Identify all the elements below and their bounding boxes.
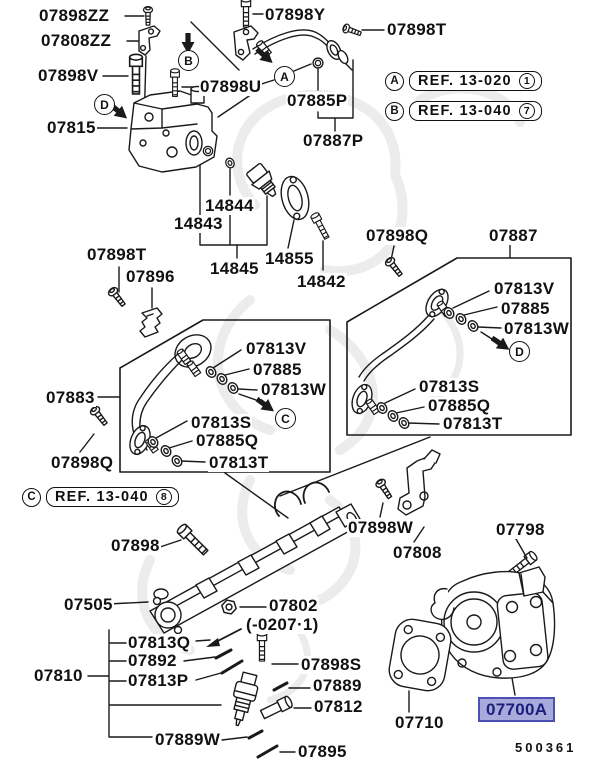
part-label-07898zz[interactable]: 07898ZZ: [39, 6, 110, 25]
screw-07898t-left-drawing: [107, 286, 128, 308]
part-label-07898w[interactable]: 07898W: [348, 518, 414, 537]
ref-box-c: [46, 487, 179, 507]
injector-drawing: [227, 671, 261, 728]
part-label-07885q-right[interactable]: 07885Q: [428, 396, 491, 415]
part-label-07898[interactable]: 07898: [111, 536, 160, 555]
ref-text-b: REF. 13-040: [418, 103, 512, 119]
part-label-07885q-left[interactable]: 07885Q: [196, 431, 259, 450]
part-label-07883[interactable]: 07883: [46, 388, 95, 407]
part-label-07802[interactable]: 07802: [269, 596, 318, 615]
part-label-07808[interactable]: 07808: [393, 543, 442, 562]
clip-07896-drawing: [140, 308, 162, 337]
part-label-07813v-right[interactable]: 07813V: [494, 279, 555, 298]
ref-text-a: REF. 13-020: [418, 73, 512, 89]
screw-07898q-right-drawing: [384, 256, 405, 278]
union-07802-drawing: [221, 599, 238, 614]
ref-callout-letter-a: A: [385, 72, 404, 91]
ref-callout-letter-b: B: [385, 102, 404, 121]
bolt-14842-drawing: [310, 212, 331, 241]
oring-07885p-drawing: [313, 58, 323, 68]
part-label-07700a-highlight[interactable]: [478, 697, 555, 722]
part-label-14842[interactable]: 14842: [297, 272, 346, 291]
ref-note-b: [385, 101, 542, 121]
solenoid-body-drawing: [129, 87, 217, 173]
part-label-07812[interactable]: 07812: [314, 697, 363, 716]
part-label-07898s[interactable]: 07898S: [301, 655, 362, 674]
ref-box-a: [409, 71, 542, 91]
part-label-07802-suffix: (-0207·1): [246, 615, 319, 634]
ref-number-b: 7: [519, 103, 535, 119]
callout-circle-d2: D: [509, 341, 530, 362]
ref-note-a: [385, 71, 542, 91]
part-label-07892[interactable]: 07892: [128, 651, 177, 670]
part-label-07813w-right[interactable]: 07813W: [504, 319, 570, 338]
screw-07898zz-drawing: [144, 7, 153, 25]
part-label-07889[interactable]: 07889: [313, 676, 362, 695]
bracket-07808-drawing: [398, 450, 440, 515]
part-label-14845[interactable]: 14845: [210, 259, 259, 278]
part-label-07808zz[interactable]: 07808ZZ: [41, 31, 112, 50]
pipe-assy-07887p-drawing: [234, 26, 350, 65]
oring-drawing: [203, 146, 212, 155]
part-label-07887[interactable]: 07887: [489, 226, 538, 245]
part-label-07898y[interactable]: 07898Y: [265, 5, 326, 24]
part-label-14844[interactable]: 14844: [205, 196, 254, 215]
callout-circle-a: A: [274, 66, 295, 87]
part-label-07810[interactable]: 07810: [34, 666, 83, 685]
part-label-07885p[interactable]: 07885P: [287, 91, 348, 110]
part-label-07885-left[interactable]: 07885: [253, 360, 302, 379]
part-label-14843[interactable]: 14843: [174, 214, 223, 233]
gasket-07710-drawing: [387, 617, 454, 694]
part-label-07710[interactable]: 07710: [395, 713, 444, 732]
ref-text-c: REF. 13-040: [55, 489, 149, 505]
ref-callout-letter-c: C: [22, 488, 41, 507]
part-label-07898t-top[interactable]: 07898T: [387, 20, 447, 39]
ref-box-b: [409, 101, 542, 121]
part-label-07813s-right[interactable]: 07813S: [419, 377, 480, 396]
bolt-07898s-drawing: [257, 632, 266, 661]
part-label-07898q-right[interactable]: 07898Q: [366, 226, 429, 245]
flange-14855-drawing: [277, 173, 314, 222]
part-label-07700a: 07700A: [486, 700, 548, 719]
part-label-07896[interactable]: 07896: [126, 267, 175, 286]
bracket-07808zz-drawing: [139, 26, 160, 55]
callout-circle-b: B: [178, 50, 199, 71]
part-label-07898t-left[interactable]: 07898T: [87, 245, 147, 264]
diagram-code: 500361: [515, 740, 577, 755]
screw-07898w-drawing: [375, 478, 395, 501]
part-label-07898q-left[interactable]: 07898Q: [51, 453, 114, 472]
part-label-07887p[interactable]: 07887P: [303, 131, 364, 150]
part-label-07813t-left[interactable]: 07813T: [209, 453, 269, 472]
screw-07898q-left-drawing: [89, 405, 110, 427]
ref-number-c: 8: [156, 489, 172, 505]
part-label-07813v-left[interactable]: 07813V: [246, 339, 307, 358]
part-label-07895[interactable]: 07895: [298, 742, 347, 761]
part-label-07813s-left[interactable]: 07813S: [191, 413, 252, 432]
ref-number-a: 1: [519, 73, 535, 89]
part-label-07813t-right[interactable]: 07813T: [443, 414, 503, 433]
bolt-07898v-drawing: [130, 54, 143, 94]
screw-07898t-top-drawing: [342, 23, 362, 38]
callout-circle-d1: D: [94, 94, 115, 115]
part-label-07813p[interactable]: 07813P: [128, 671, 189, 690]
part-label-07813w-left[interactable]: 07813W: [261, 380, 327, 399]
part-label-07898v[interactable]: 07898V: [38, 66, 99, 85]
throttle-body-drawing: [431, 567, 554, 678]
part-label-14855[interactable]: 14855: [265, 249, 314, 268]
callout-circle-c: C: [275, 408, 296, 429]
part-label-07813q[interactable]: 07813Q: [128, 633, 191, 652]
part-label-07898u[interactable]: 07898U: [200, 77, 262, 96]
part-label-07505[interactable]: 07505: [64, 595, 113, 614]
part-label-07885-right[interactable]: 07885: [501, 299, 550, 318]
bolt-07898y-drawing: [241, 0, 250, 27]
part-label-07815[interactable]: 07815: [47, 118, 96, 137]
ref-note-c: [22, 487, 179, 507]
part-label-07889w[interactable]: 07889W: [155, 730, 221, 749]
part-label-07798[interactable]: 07798: [496, 520, 545, 539]
